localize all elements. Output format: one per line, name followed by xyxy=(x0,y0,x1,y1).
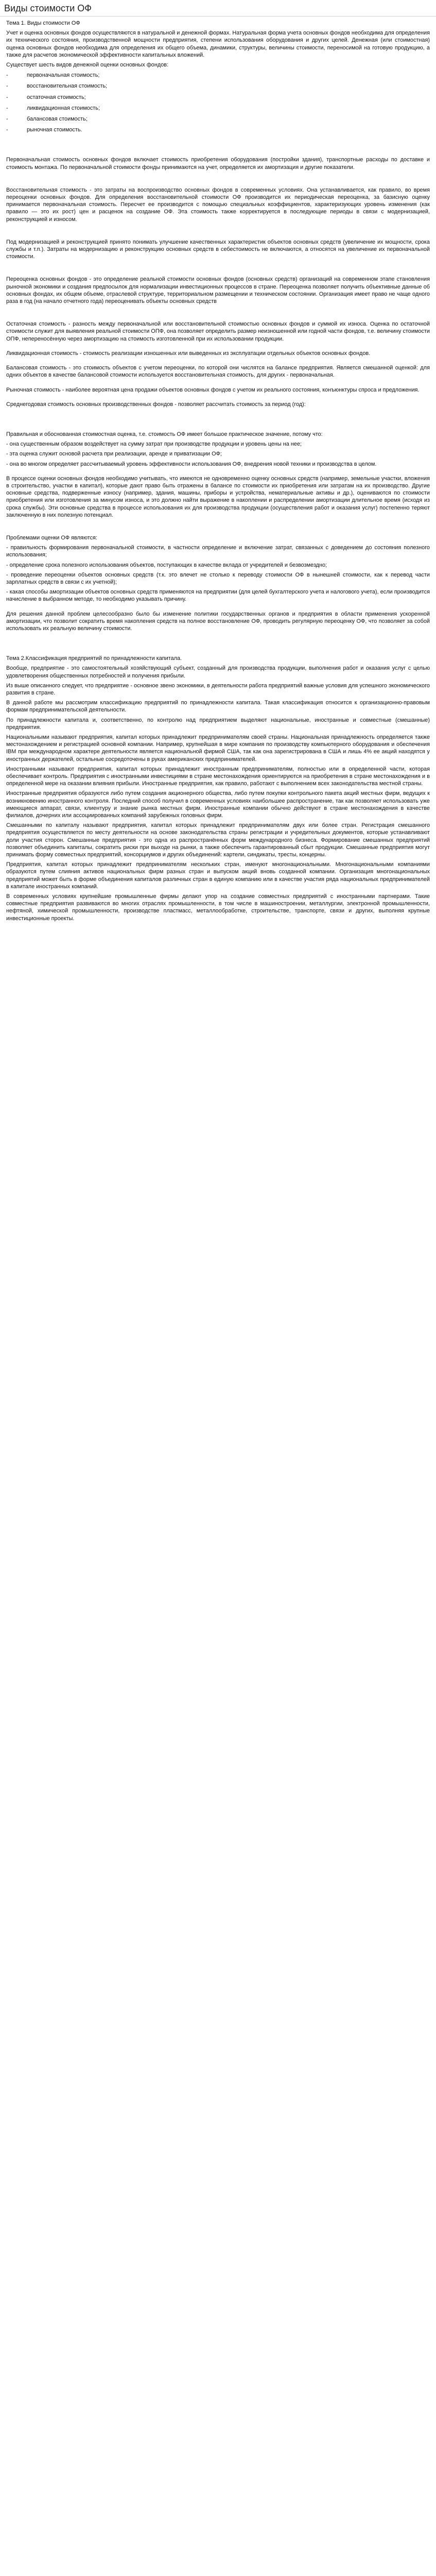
paragraph: Из выше описанного следует, что предприятие - основное звено экономики, в деятельности работа предприятий важные условия для успешного экономического развития в стране. xyxy=(6,682,430,696)
paragraph: В современных условиях крупнейшие промышленные фирмы делают упор на создание совместных предприятий с иностранными партнерами. Такие совместные предприятия развиваются во многих отраслях промышленности, в том числе в машиностроении, металлургии, электронной промышленности, нефтяной, химической промышленности, производстве пластмасс, металлообработке, строительстве, транспорте, связи и других, выполняя крупные инвестиционные проекты. xyxy=(6,893,430,922)
paragraph: Учет и оценка основных фондов осуществляются в натуральной и денежной формах. Натуральная форма учета основных фондов необходима для определения их технического состояния, производственной мощности предприятия, степени использования оборудования и других целей. Денежная (или стоимостная) оценка основных фондов необходима для определения их общего объема, динамики, структуры, величины стоимости, переносимой на готовую продукцию, а также для расчетов экономической эффективности капитальных вложений. xyxy=(6,30,430,58)
paragraph: - определение срока полезного использования объектов, поступающих в качестве вклада от учредителей и безвозмездно; xyxy=(6,562,327,568)
bullet-dash: - xyxy=(6,72,8,79)
paragraph: Вообще, предприятие - это самостоятельный хозяйствующий субъект, созданный для производства продукции, выполнения работ и оказания услуг с целью удовлетворения общественных потребностей и получения прибыли. xyxy=(6,665,430,679)
paragraph: - она во многом определяет рассчитываемый уровень эффективности использования ОФ, внедрения новой техники и производства в целом. xyxy=(6,461,377,467)
bullet-dash: - xyxy=(6,83,8,90)
paragraph: Иностранные предприятия образуются либо путем создания акционерного общества, либо путем покупки контрольного пакета акций местных фирм, ведущих к возникновению иностранного контроля. Последний способ получил в современных условиях наибольшее распространение, так как позволяет использовать уже имеющиеся аппарат, связи, клиентуру и знание рынка местных фирм. Иностранные компании обычно действуют в стране местонахождения в качестве филиалов, дочерних или ассоциированных компаний зарубежных головных фирм. xyxy=(6,790,430,819)
paragraph: Национальными называют предприятия, капитал которых принадлежит предпринимателям своей страны. Национальная принадлежность определяется также местонахождением и регистрацией основной компании. Например, крупнейшая в мире компания по производству компьютерного оборудования и обеспечения IBM при международном характере деятельности является национальной фирмой США, так как она зарегистрирована в США и лишь 4% ее акций находятся у иностранных держателей, остальные сосредоточены в руках американских предпринимателей. xyxy=(6,734,430,762)
paragraph: В данной работе мы рассмотрим классификацию предприятий по принадлежности капитала. Такая классификация относится к организационно-правовым формам предпринимательской деятельности. xyxy=(6,700,430,714)
paragraph: Восстановительная стоимость - это затраты на воспроизводство основных фондов в современных условиях. Она устанавливается, как правило, во время переоценки основных фондов. Для определения восстановительной стоимости ОФ производится их периодическая переоценка, за базисную оценку принимается первоначальная стоимость. Пересчет ее производится с помощью специальных коэффициентов, характеризующих уровень изменения (как правило — это их рост) цен и расценок на создание ОФ. Эта стоимость также корректируется в последующие периоды в связи с модернизацией, реконструкцией и износом. xyxy=(6,187,430,223)
bullet-dash: - xyxy=(6,116,8,123)
paragraph: - какая способы амортизации объектов основных средств применяются на предприятии (для целей бухгалтерского учета и налогового учета), если производится начисление в выбранном методе, то необходимо указывать причину. xyxy=(6,589,430,603)
paragraph: - эта оценка служит основой расчета при реализации, аренде и приватизации ОФ; xyxy=(6,451,222,457)
bullet-dash: - xyxy=(6,105,8,111)
paragraph: По принадлежности капитала и, соответственно, по контролю над предприятием выделяют национальные, иностранные и совместные (смешанные) предприятия. xyxy=(6,717,430,731)
document-body xyxy=(0,16,436,922)
bullet-dash: - xyxy=(6,94,8,100)
paragraph: Смешанными по капиталу называют предприятия, капитал которых принадлежит предпринимателям двух или более стран. Регистрация смешанного предприятия осуществляется по месту деятельности на основе законодательства страны регистрации и учредительных документов, которые устанавливают доли участия сторон. Смешанные предприятия - это одна из распространённых форм международного бизнеса. Формирование смешанных предприятий позволяет объединить капиталы, сократить риски при выходе на рынки, а также обеспечить гарантированный сбыт продукции. Смешанные предприятия могут принимать форму совместных предприятий, консорциумов и других объединений: картели, синдикаты, тресты, концерны. xyxy=(6,822,430,858)
paragraph: Существует шесть видов денежной оценки основных фондов: xyxy=(6,62,169,69)
paragraph: Остаточная стоимость - разность между первоначальной или восстановительной стоимостью основных фондов и суммой их износа. Оценка по остаточной стоимости служит для выявления реальной стоимости ОПФ, она позволяет определить размер неизношенной или годной части фондов, т.е. величину стоимости ОПФ, непереносённую через амортизацию на стоимость изготовленной при их использовании продукции. xyxy=(6,321,430,342)
list-item: - рыночная стоимость. xyxy=(6,127,82,133)
paragraph: Среднегодовая стоимость основных производственных фондов - позволяет рассчитать стоимость за период (год): xyxy=(6,401,306,408)
paragraph: Иностранными называют предприятия, капитал которых принадлежит иностранным предпринимателям, полностью или в определенной части, которая обеспечивает контроль. Предприятия с иностранными инвестициями в стране местонахождения ориентируются на приобретения в стране местонахождения и в определенной мере на оказании влияния прибыли. Иностранные предприятия, как правило, работают с выполнением всех законодательства местной страны. xyxy=(6,766,430,787)
paragraph: Рыночная стоимость - наиболее вероятная цена продажи объектов основных фондов с учетом их реального состояния, конъюнктуры спроса и предложения. xyxy=(6,386,420,393)
valuation-types-list xyxy=(6,72,430,133)
paragraph: - проведение переоценки объектов основных средств (т.к. это влечет не столько к переводу стоимости ОФ в нынешней стоимости, как к перевод части зарплатных средств в связи с их учетной); xyxy=(6,571,430,585)
page-title: Виды стоимости ОФ xyxy=(4,3,92,13)
paragraph: Предприятия, капитал которых принадлежит предпринимателям нескольких стран, именуют многонациональными. Многонациональными компаниями образуются путем слияния активов национальных фирм разных стран и выпуском акций вновь созданной компании. Организация многонациональных предприятий может быть в форме объединения капиталов различных стран в единую компанию или в качестве участия ряда национальных предпринимателей в капитале иностранных компаний. xyxy=(6,861,430,890)
section-heading: Тема 2.Классификация предприятий по принадлежности капитала. xyxy=(6,655,182,662)
paragraph: Правильная и обоснованная стоимостная оценка, т.е. стоимость ОФ имеет большое практическое значение, потому что: xyxy=(6,431,323,437)
paragraph: Ликвидационная стоимость - стоимость реализации изношенных или выведенных из эксплуатации отдельных объектов основных фондов. xyxy=(6,350,371,357)
list-item: - первоначальная стоимость; xyxy=(6,72,100,79)
paragraph: - правильность формирования первоначальной стоимости, в частности определение и включение затрат, связанных с доведением до состояния полезного использования; xyxy=(6,545,430,558)
list-item: - остаточная стоимость; xyxy=(6,94,86,100)
section-heading: Тема 1. Виды стоимости ОФ xyxy=(6,20,80,26)
paragraph: Первоначальная стоимость основных фондов включает стоимость приобретения оборудования (постройки здания), транспортные расходы по доставке и стоимость монтажа. По первоначальной стоимости фонды принимаются на учет, определяется их амортизация и другие показатели. xyxy=(6,157,430,171)
paragraph: Под модернизацией и реконструкцией принято понимать улучшение качественных характеристик объектов основных средств (увеличение их мощности, срока службы и т.п.). Затраты на модернизацию и реконструкцию основных средств в себестоимость не включаются, а относятся на увеличение их первоначальной стоимости. xyxy=(6,239,430,260)
paragraph: Переоценка основных фондов - это определение реальной стоимости основных фондов (основных средств) организаций на современном этапе становления рыночной экономики и создания предпосылок для нормализации инвестиционных процессов в стране. Переоценка позволяет получить объективные данные об основных фондах, их общем объеме, отраслевой структуре, территориальном размещении и техническом состоянии. Организация имеет право не чаще одного раза в год (на начало отчетного года) переоценивать объекты основных средств xyxy=(6,276,430,305)
paragraph: Проблемами оценки ОФ являются: xyxy=(6,534,97,541)
paragraph: В процессе оценки основных фондов необходимо учитывать, что имеются не одновременно оценку основных средств (например, земельные участки, вложения в строительство, участки в капитал), которые дают право быть отражены в балансе по стоимости их приобретения или затратам на их производство. Другие основные средства, подверженные износу (например, здания, машины, приборы и устройства, нематериальные активы и др.), оцениваются по стоимости приобретения или изготовления за минусом износа, и это должно найти выражение в накоплении и распределении амортизации длительное время (исходя из срока службы). Эти основные средства в процессе использования их для производства продукции (осуществления работ и оказания услуг) постепенно теряют заключенную в них полезную потенциал. xyxy=(6,475,430,518)
list-item: - ликвидационная стоимость; xyxy=(6,105,100,111)
list-item: - восстановительная стоимость; xyxy=(6,83,108,90)
list-item: - балансовая стоимость; xyxy=(6,116,88,123)
paragraph: Для решения данной проблем целесообразно было бы изменение политики государственных органов и предприятия в области применения ускоренной амортизации, что позволит сократить время накопления средств на полное восстановление ОФ, проводить регулярную переоценку ОФ, что позволяет за собой использовать их реальную величину стоимости. xyxy=(6,611,430,632)
paragraph: Балансовая стоимость - это стоимость объектов с учетом переоценки, по которой они числятся на балансе предприятия. Является смешанной оценкой: для одних объектов в качестве балансовой стоимости используется восстановительная стоимость, для других - первоначальная. xyxy=(6,365,430,379)
paragraph: - она существенным образом воздействует на сумму затрат при производстве продукции и уровень цены на нее; xyxy=(6,441,302,448)
bullet-dash: - xyxy=(6,127,8,133)
